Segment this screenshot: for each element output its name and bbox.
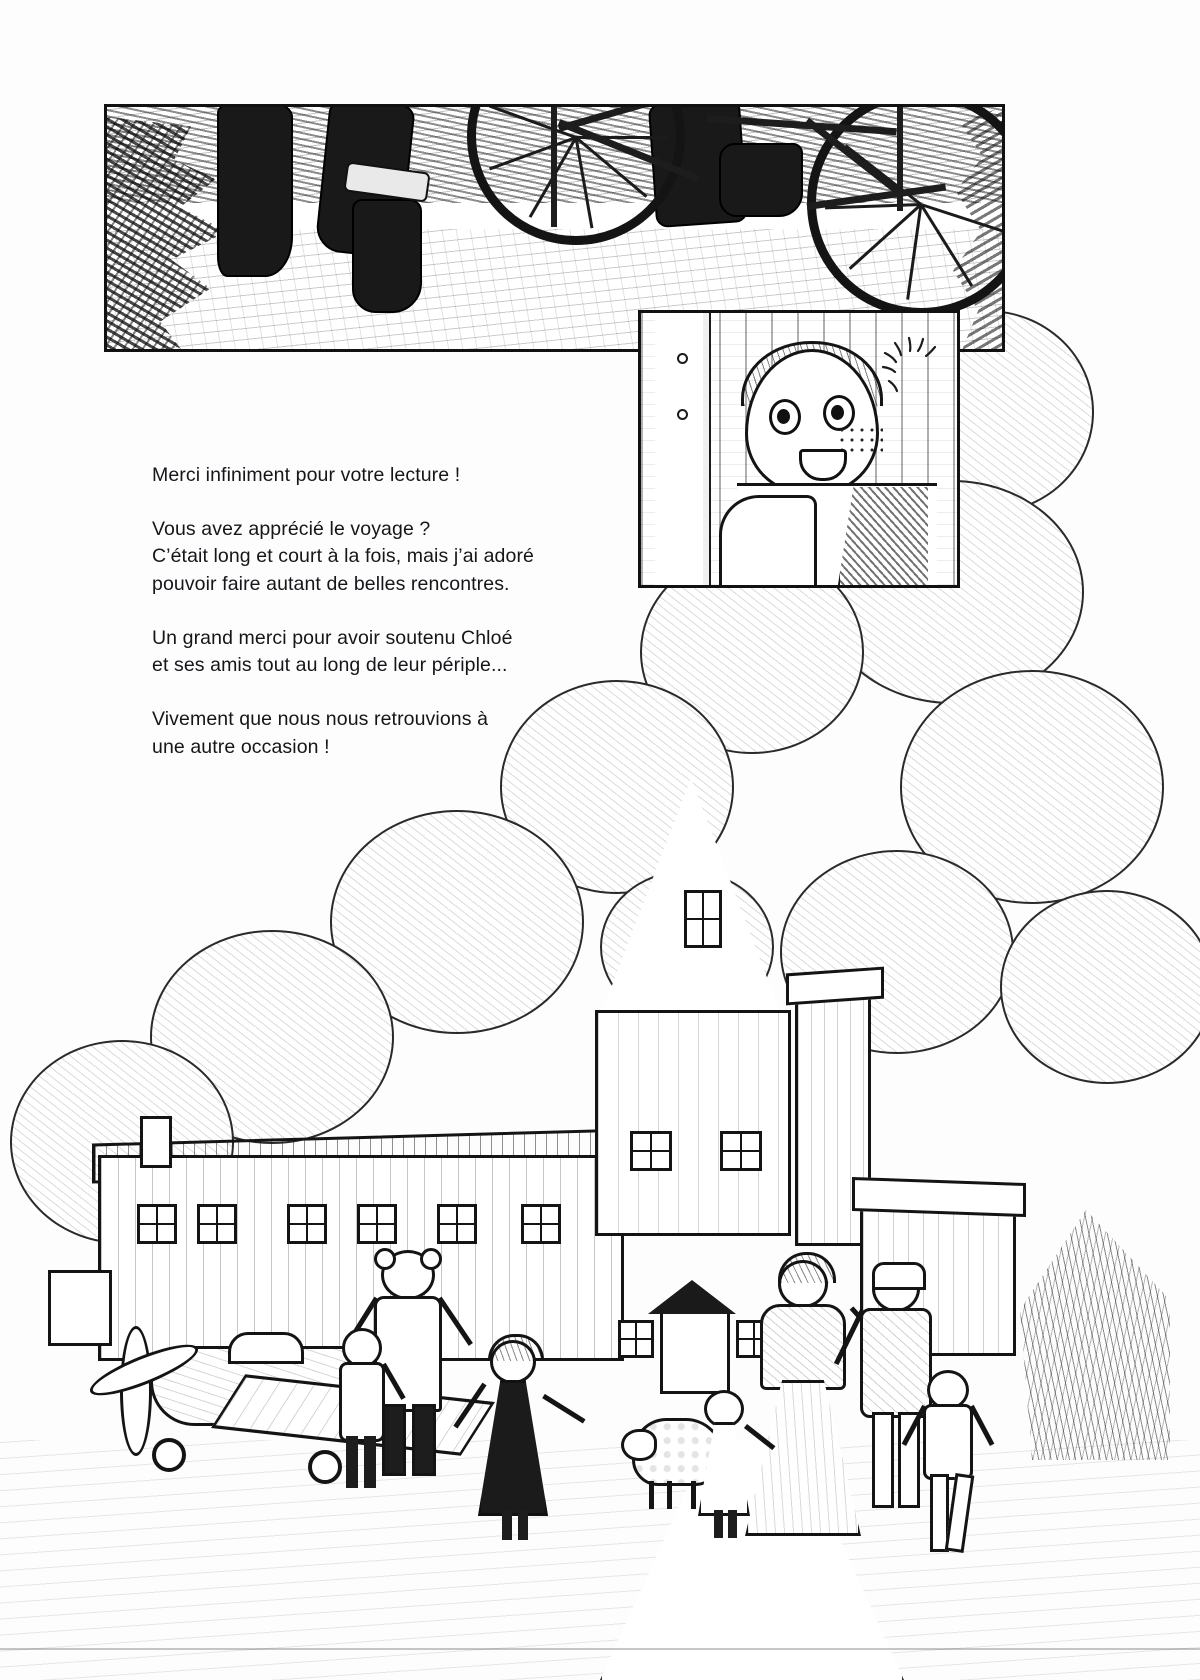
door-post xyxy=(655,313,711,585)
boot xyxy=(217,104,293,277)
right-wing-roof xyxy=(852,1177,1026,1217)
child-character-left xyxy=(336,1328,388,1488)
house-window xyxy=(630,1131,672,1171)
child-leg xyxy=(346,1436,358,1488)
barn-window xyxy=(287,1204,327,1244)
caption-text: Vivement que nous nous retrouvions à xyxy=(152,708,489,731)
spoke xyxy=(920,204,973,287)
sparkle-icon xyxy=(879,335,951,407)
toddler-dress xyxy=(698,1422,750,1516)
barn-window xyxy=(197,1204,237,1244)
caption-text: pouvoir faire autant de belles rencontres. xyxy=(152,573,510,596)
bicycle-fork xyxy=(551,104,557,227)
waving-boy-panel xyxy=(638,310,960,588)
boy-waving-arm xyxy=(719,495,817,588)
boot xyxy=(352,199,422,313)
spoke xyxy=(921,203,1005,236)
girl-leg xyxy=(502,1510,512,1540)
girl-dress xyxy=(478,1380,548,1516)
caption-text: une autre occasion ! xyxy=(152,735,330,758)
woman-shawl xyxy=(760,1304,846,1390)
porch-window xyxy=(618,1320,654,1358)
attic-window xyxy=(684,890,722,948)
boy-leg xyxy=(945,1473,975,1553)
spoke xyxy=(906,204,922,299)
girl-in-black-dress xyxy=(480,1340,546,1540)
bear-ear xyxy=(420,1248,442,1270)
barn-window xyxy=(437,1204,477,1244)
front-door xyxy=(660,1310,730,1394)
pilot-goggles xyxy=(872,1262,926,1290)
toddler-leg xyxy=(714,1510,723,1538)
girl-leg xyxy=(518,1510,528,1540)
sheep-leg xyxy=(691,1481,696,1509)
nail xyxy=(677,409,688,420)
sheep-head xyxy=(621,1429,657,1461)
woman-in-long-dress xyxy=(748,1260,858,1540)
barn-window xyxy=(357,1204,397,1244)
boot xyxy=(719,143,803,217)
bear-ear xyxy=(374,1248,396,1270)
toddler-leg xyxy=(728,1510,737,1538)
caption-paragraph-4 xyxy=(152,706,622,761)
girl-arm xyxy=(542,1394,585,1424)
caption-text: Vous avez apprécié le voyage ? xyxy=(152,517,431,540)
spoke xyxy=(489,136,576,170)
caption-text: Merci infiniment pour votre lecture ! xyxy=(152,464,461,486)
caption-paragraph-3 xyxy=(152,625,622,680)
sheep-leg xyxy=(649,1481,654,1509)
chimney xyxy=(140,1116,172,1168)
boy-eye xyxy=(769,399,801,435)
bear-leg xyxy=(412,1404,436,1476)
barn-window xyxy=(521,1204,561,1244)
caption-text: Un grand merci pour avoir soutenu Chloé xyxy=(152,626,513,649)
woman-hair xyxy=(778,1252,836,1283)
haystack xyxy=(1020,1210,1170,1460)
horizon-stroke xyxy=(0,1648,1200,1650)
farmhouse-body xyxy=(595,1010,791,1236)
child-body xyxy=(339,1362,385,1442)
nail xyxy=(677,353,688,364)
sheep-leg xyxy=(667,1481,672,1509)
woman-skirt xyxy=(745,1380,861,1536)
caption-line-1 xyxy=(152,462,622,490)
toddler-character xyxy=(700,1390,748,1540)
barn-window xyxy=(137,1204,177,1244)
child-leg xyxy=(364,1436,376,1488)
landing-gear-wheel xyxy=(152,1438,186,1472)
house-window xyxy=(720,1131,762,1171)
porch-roof xyxy=(648,1280,736,1314)
pilot-leg xyxy=(872,1412,894,1508)
tower-roof xyxy=(786,967,884,1006)
afterword-caption xyxy=(152,462,622,762)
boy-shirt xyxy=(923,1404,973,1480)
running-boy-character xyxy=(920,1370,976,1550)
caption-paragraph-2 xyxy=(152,516,622,599)
cloud xyxy=(1000,890,1200,1084)
pilot-leg xyxy=(898,1412,920,1508)
caption-text: C’était long et court à la fois, mais j’ai adoré xyxy=(152,545,534,568)
caption-text: et ses amis tout au long de leur périple... xyxy=(152,654,508,677)
plane-canopy xyxy=(228,1332,304,1364)
